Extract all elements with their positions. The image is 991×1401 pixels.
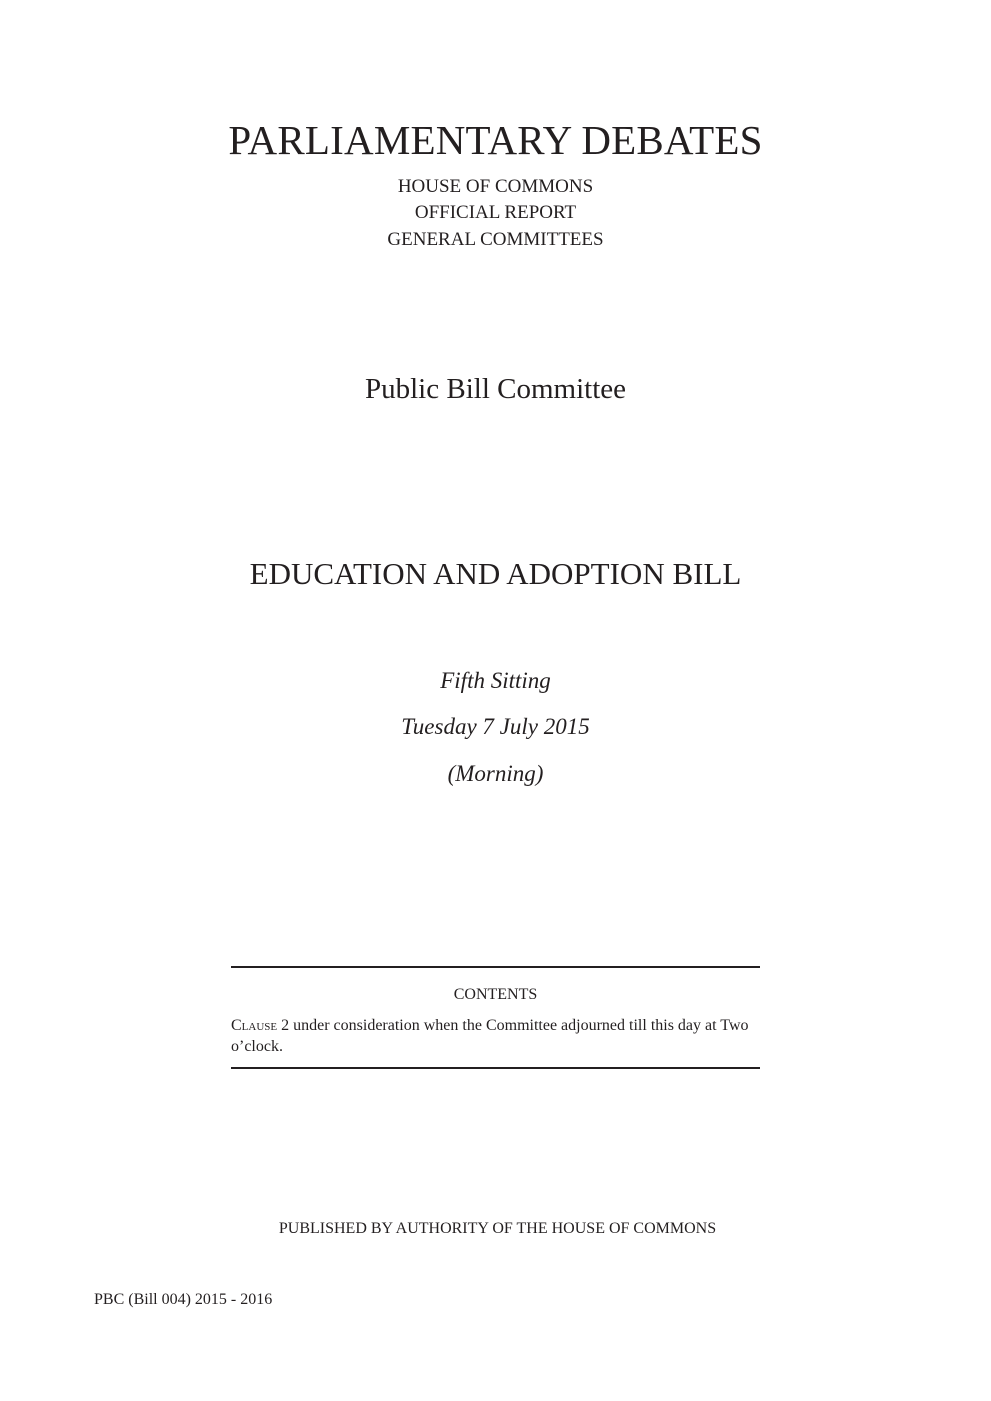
contents-heading: CONTENTS [453,986,538,1003]
sitting-label: Fifth Sitting [440,668,551,693]
document-reference: PBC (Bill 004) 2015 - 2016 [94,1291,273,1308]
committees-subtitle: GENERAL COMMITTEES [387,229,604,250]
publisher-statement: PUBLISHED BY AUTHORITY OF THE HOUSE OF COMMONS [278,1220,717,1237]
contents-entry-text: 2 under consideration when the Committee adjourned till this day at Two o’clock. [231,1017,749,1055]
contents-entry [231,1015,760,1057]
contents-bottom-rule [231,1067,760,1069]
publication-title: PARLIAMENTARY DEBATES [228,117,763,163]
bill-title: EDUCATION AND ADOPTION BILL [249,556,742,591]
clause-label: Clause [231,1017,278,1034]
committee-name: Public Bill Committee [365,373,626,405]
sitting-session: (Morning) [447,761,544,786]
report-subtitle: OFFICIAL REPORT [414,202,577,223]
contents-top-rule [231,966,760,968]
sitting-date: Tuesday 7 July 2015 [401,714,590,739]
house-subtitle: HOUSE OF COMMONS [397,176,594,197]
